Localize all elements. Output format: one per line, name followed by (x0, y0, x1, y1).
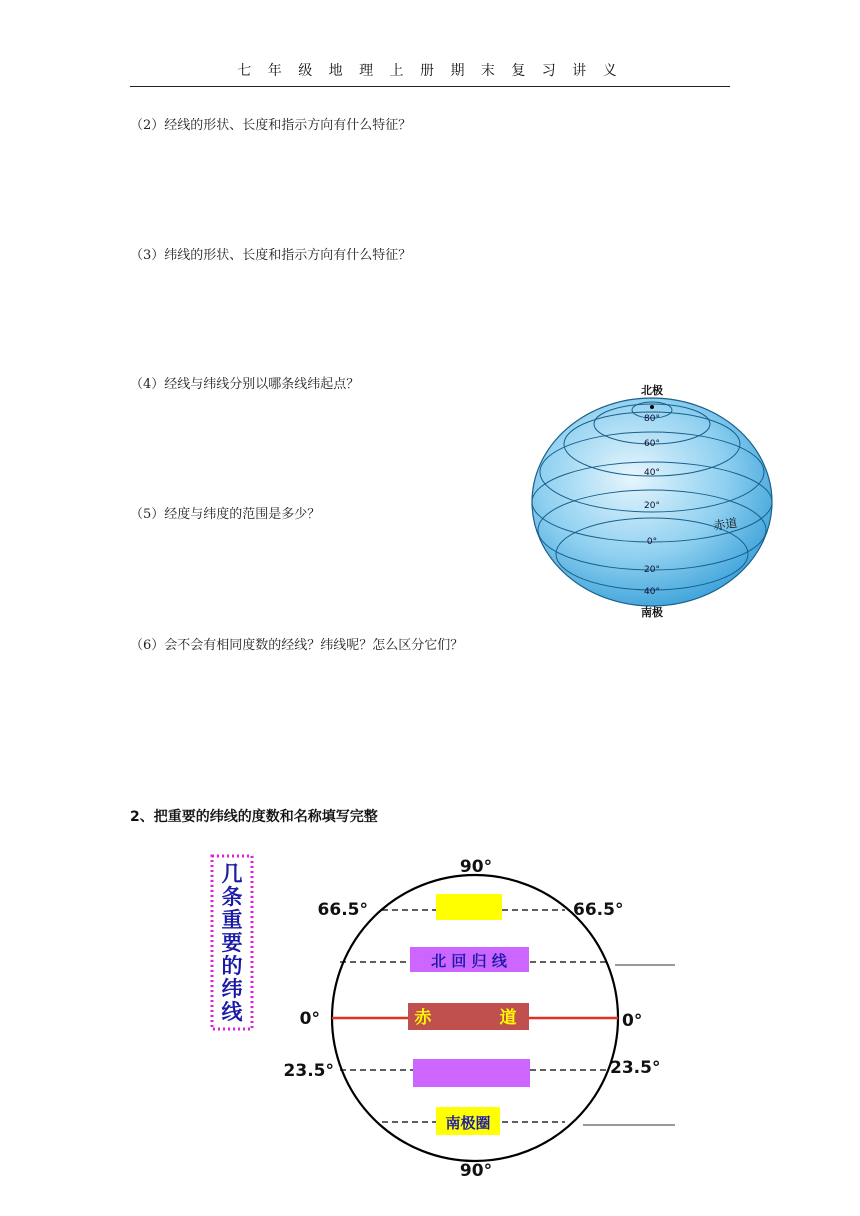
tropic-cancer-label: 北 回 归 线 (431, 952, 507, 970)
lat-label-40: 40° (644, 468, 660, 478)
equator-label: 赤道 (712, 515, 739, 533)
lat-label-80: 80° (644, 414, 660, 424)
antarctic-circle-label: 南极圈 (445, 1114, 491, 1132)
lat-label-60: 60° (644, 439, 660, 449)
degree-bottom: 90° (459, 1161, 493, 1181)
north-pole-dot (650, 405, 654, 409)
side-title-char: 条 (221, 885, 243, 909)
latitude-diagram (200, 848, 690, 1183)
equator-box-label-right: 道 (499, 1008, 517, 1028)
degree-right-23: 23.5° (610, 1058, 661, 1078)
side-title-char: 几 (221, 862, 243, 886)
side-title-char: 纬 (221, 977, 243, 1001)
side-title-char: 的 (221, 954, 243, 978)
question-4: （4）经线与纬线分别以哪条线纬起点？ (130, 377, 360, 392)
latitude-svg (200, 848, 690, 1183)
lat-label-0: 0° (646, 537, 658, 547)
side-title-char: 线 (221, 1000, 243, 1024)
section-2-title: 2、把重要的纬线的度数和名称填写完整 (130, 809, 378, 825)
globe-figure (528, 380, 778, 622)
south-pole-label: 南极 (641, 606, 663, 619)
tropic-capricorn-box (413, 1059, 530, 1087)
lat-label-40s: 40° (644, 587, 660, 597)
question-3: （3）纬线的形状、长度和指示方向有什么特征？ (130, 248, 412, 263)
degree-left-66: 66.5° (317, 900, 368, 920)
question-5: （5）经度与纬度的范围是多少？ (130, 507, 321, 522)
equator-box-label-left: 赤 (414, 1008, 432, 1028)
degree-right-0: 0° (622, 1011, 643, 1031)
lat-label-20s: 20° (644, 565, 660, 575)
degree-left-23: 23.5° (283, 1061, 334, 1081)
degree-left-0: 0° (299, 1009, 320, 1029)
question-6: （6）会不会有相同度数的经线？纬线呢？怎么区分它们？ (130, 638, 464, 653)
header-title: 七 年 级 地 理 上 册 期 末 复 习 讲 义 (237, 63, 623, 79)
degree-right-66: 66.5° (573, 900, 624, 920)
globe-svg (528, 380, 778, 622)
arctic-circle-box (436, 894, 502, 920)
lat-label-20n: 20° (644, 501, 660, 511)
degree-top: 90° (459, 857, 493, 877)
side-title-char: 要 (221, 931, 243, 955)
question-2: （2）经线的形状、长度和指示方向有什么特征？ (130, 118, 412, 133)
north-pole-label: 北极 (641, 384, 663, 397)
side-title-char: 重 (221, 908, 243, 932)
page-header (130, 60, 730, 87)
